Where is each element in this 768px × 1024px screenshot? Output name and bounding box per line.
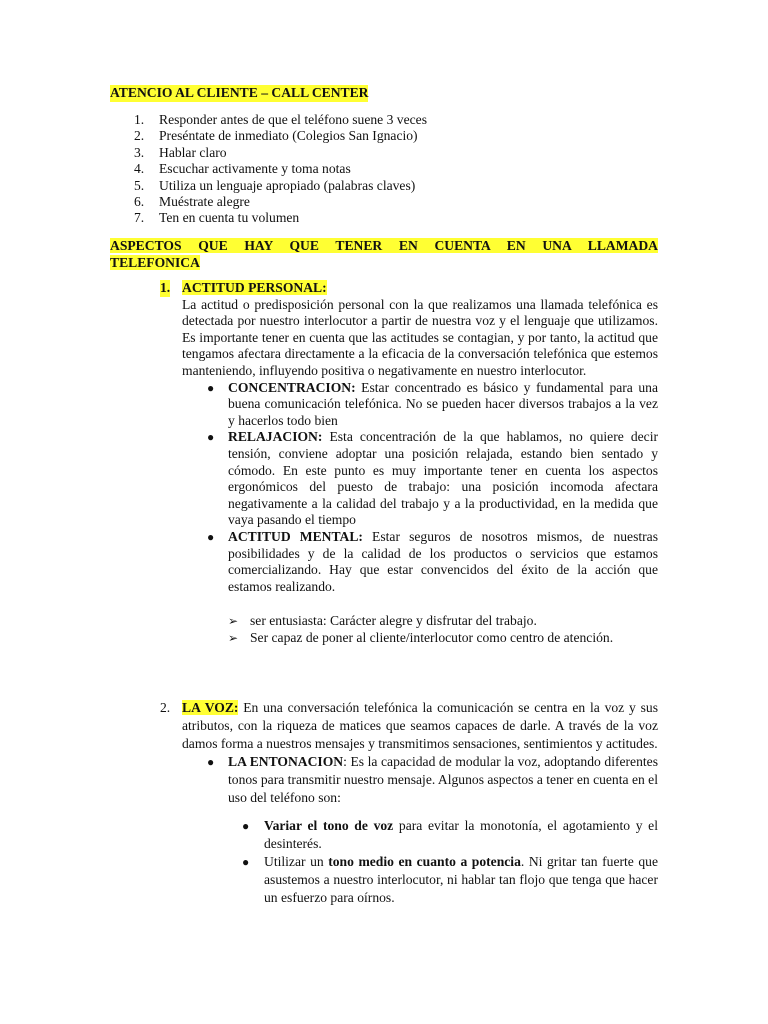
- sub-bullet-post: para evitar la monotonía, el agotamiento y el desinterés.: [264, 818, 658, 851]
- list-text: Ten en cuenta tu volumen: [159, 210, 300, 226]
- list-text: Utiliza un lenguaje apropiado (palabras claves): [159, 177, 416, 193]
- bullet-text: Esta concentración de la que hablamos, no quiere decir tensión, conviene adoptar una posición relajada, estando bien sentado y cómodo. En este punto es muy importante tener en cuenta los aspectos ergonómicos del puesto de trabajo: una posición incomoda afectara negativamente a la calidad del trabajo y a la productividad, en la medida que vaya pasando el tiempo: [228, 429, 658, 528]
- arrow-item: [228, 613, 658, 630]
- bullet-icon: ●: [207, 755, 215, 769]
- page-title: ATENCIO AL CLIENTE – CALL CENTER: [110, 85, 369, 100]
- list-number: 4.: [134, 161, 145, 177]
- list-item: [134, 145, 534, 161]
- section-heading: [160, 280, 658, 297]
- list-item: [134, 112, 534, 128]
- bullet-list: [206, 380, 658, 596]
- sub-bullet-item: [242, 853, 658, 907]
- arrow-item: [228, 630, 658, 647]
- bullet-term: ACTITUD MENTAL:: [228, 528, 363, 544]
- list-text: Muéstrate alegre: [159, 193, 250, 209]
- bullet-term: LA ENTONACION: [228, 754, 344, 769]
- list-item: [134, 161, 534, 177]
- list-text: Responder antes de que el teléfono suene 3 veces: [159, 112, 427, 127]
- bullet-term: RELAJACION:: [228, 429, 323, 445]
- sub-bullet-item: [242, 817, 658, 853]
- bullet-text: : Es la capacidad de modular la voz, adoptando diferentes tonos para transmitir nuestro mensaje. Algunos aspectos a tener en cuenta en el uso del teléfono son:: [228, 754, 658, 805]
- aspects-heading-text-2: TELEFONICA: [110, 255, 200, 270]
- section-heading-line1: [110, 237, 658, 255]
- bullet-icon: ●: [207, 380, 215, 395]
- arrow-bullet-icon: ➢: [228, 614, 239, 629]
- sub-bullet-post: . Ni gritar tan fuerte que asustemos a nuestro interlocutor, ni hablar tan flojo que tenga que hacer un esfuerzo para oírnos.: [264, 854, 658, 905]
- section-number: 2.: [160, 700, 171, 715]
- call-rules-list: [134, 112, 534, 227]
- list-number: 1.: [134, 112, 145, 127]
- bullet-item: [206, 753, 658, 807]
- bullet-icon: ●: [207, 529, 215, 544]
- list-number: 3.: [134, 144, 145, 160]
- section-title: ACTITUD PERSONAL:: [182, 280, 327, 295]
- section-paragraph: La actitud o predisposición personal con la que realizamos una llamada telefónica es detectada por nuestro interlocutor a partir de nuestra voz y el lenguaje que utilizamos. Es importante tener en cuenta que las actitudes se contagian, y por tanto, la actitud que tengamos afectara directamente a la eficacia de la conversación telefónica que estemos manteniendo, influyendo positiva o negativamente en nuestro interlocutor.: [182, 296, 658, 378]
- section-paragraph: En una conversación telefónica la comunicación se centra en la voz y sus atributos, con la riqueza de matices que seamos capaces de darle. A través de la voz damos forma a nuestros mensajes y transmitimos sensaciones, sentimientos y actitudes.: [182, 700, 659, 751]
- list-number: 7.: [134, 210, 145, 226]
- list-text: Hablar claro: [159, 144, 227, 160]
- sub-bullet-bold: tono medio en cuanto a potencia: [328, 854, 521, 869]
- list-item: [134, 178, 534, 194]
- list-item: [134, 194, 534, 210]
- sub-bullet-bold: Variar el tono de voz: [264, 818, 394, 833]
- bullet-icon: ●: [242, 819, 250, 833]
- bullet-item: [206, 529, 658, 595]
- list-text: Preséntate de inmediato (Colegios San Ignacio): [159, 128, 418, 144]
- section-actitud-personal: [160, 280, 658, 646]
- list-text: Escuchar activamente y toma notas: [159, 161, 351, 177]
- bullet-item: [206, 429, 658, 529]
- list-item: [134, 128, 534, 144]
- bullet-icon: ●: [242, 855, 250, 869]
- list-number: 2.: [134, 128, 145, 144]
- bullet-icon: ●: [207, 430, 215, 445]
- arrow-text: ser entusiasta: Carácter alegre y disfrutar del trabajo.: [250, 613, 537, 629]
- section-heading: [160, 699, 658, 753]
- arrow-text: Ser capaz de poner al cliente/interlocutor como centro de atención.: [250, 629, 614, 645]
- sub-bullet-list: [242, 817, 658, 907]
- section-title: LA VOZ:: [182, 700, 239, 715]
- bullet-text: Estar seguros de nosotros mismos, de nuestras posibilidades y de la calidad de los productos o servicios que estamos comercializando. Hay que estar convencidos del éxito de la acción que estamos realizando.: [228, 528, 658, 594]
- section-la-voz: [160, 699, 658, 907]
- list-item: [134, 210, 534, 226]
- list-number: 5.: [134, 177, 145, 193]
- bullet-text: Estar concentrado es básico y fundamental para una buena comunicación telefónica. No se pueden hacer diversos trabajos a la vez y hacerlos todo bien: [228, 379, 658, 428]
- list-number: 6.: [134, 193, 145, 209]
- sub-bullet-pre: Utilizar un: [264, 854, 329, 869]
- aspects-heading-text: ASPECTOS QUE HAY QUE TENER EN CUENTA EN UNA LLAMADA: [110, 238, 658, 253]
- section-heading-line2: [110, 255, 200, 272]
- arrow-bullet-icon: ➢: [228, 630, 239, 645]
- arrow-list: [228, 613, 658, 646]
- section-number: 1.: [160, 280, 171, 295]
- bullet-item: [206, 380, 658, 430]
- bullet-term: CONCENTRACION:: [228, 379, 356, 395]
- bullet-list: [206, 753, 658, 807]
